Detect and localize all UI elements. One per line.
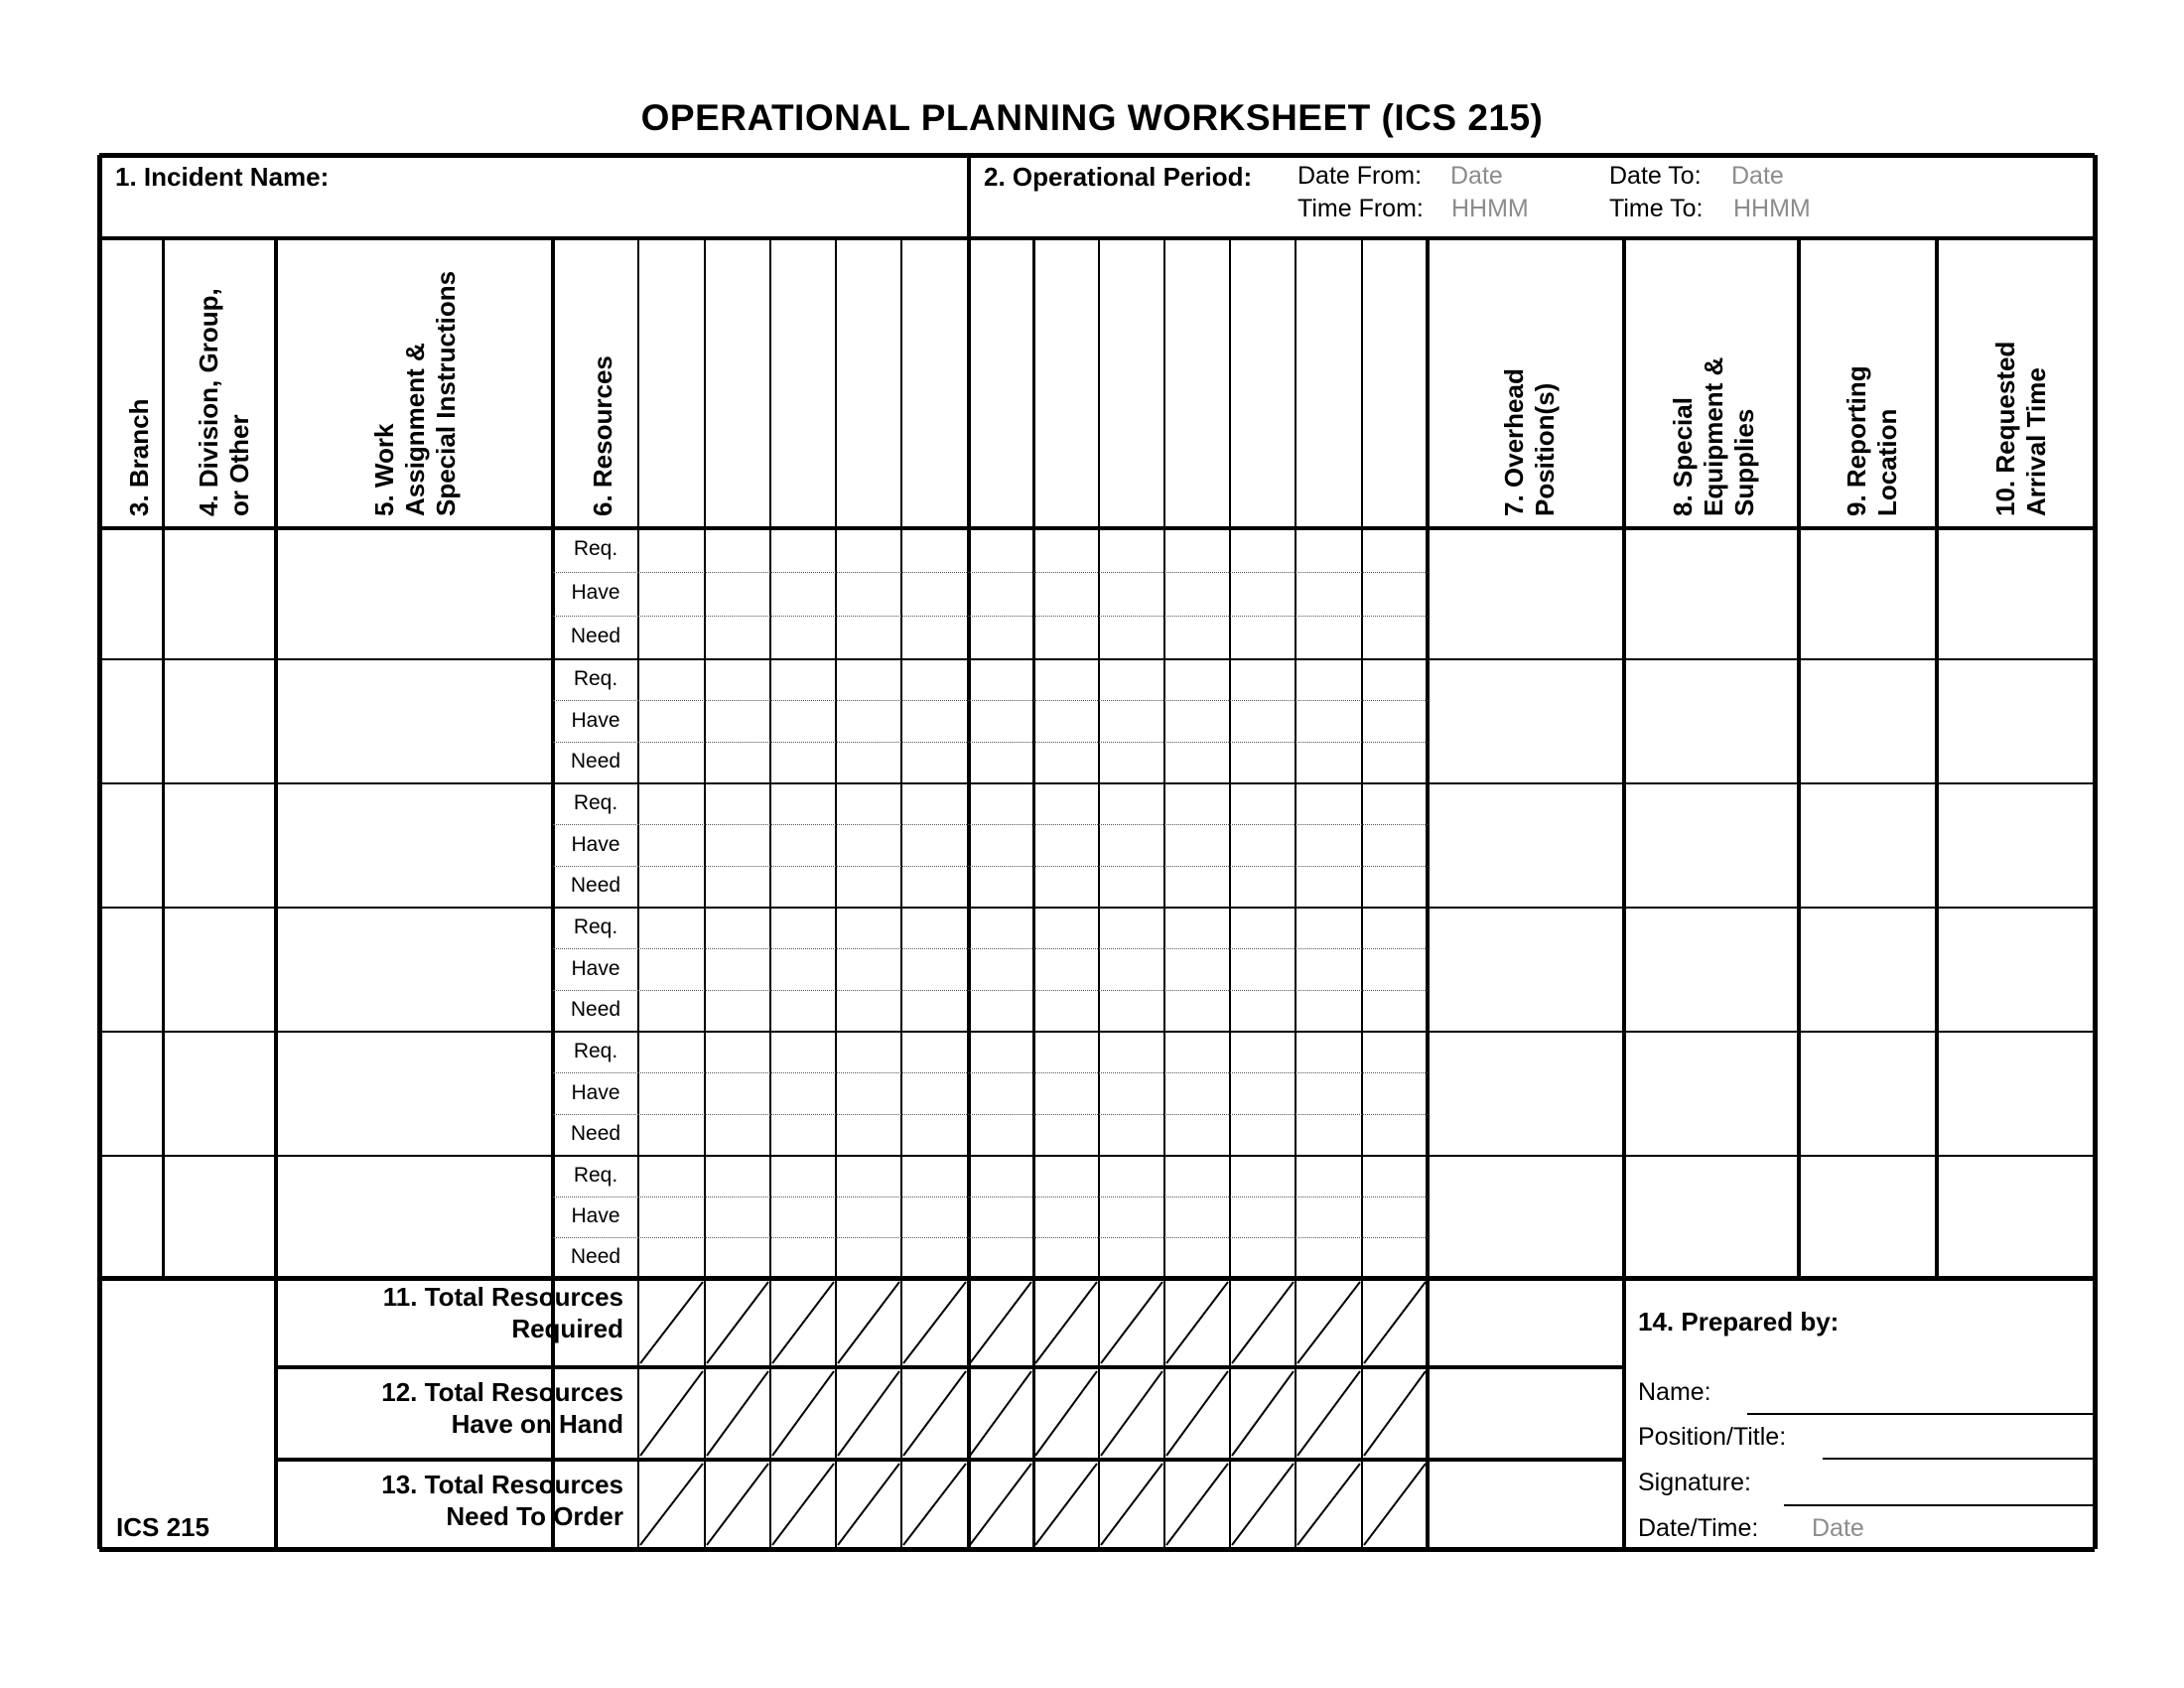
signature-field[interactable]: [1784, 1464, 2097, 1501]
resource-column-rule: [1163, 238, 1165, 1549]
page-title: OPERATIONAL PLANNING WORKSHEET (ICS 215): [640, 97, 1544, 138]
total-required-label: 11. Total Resources Required: [382, 1282, 623, 1343]
sub-row-rule: [553, 572, 638, 573]
resource-row-label: Need: [570, 998, 621, 1022]
total-cell-diagonal: [1232, 1464, 1294, 1545]
sub-row-rule: [553, 990, 638, 991]
resource-row-label: Have: [571, 1080, 620, 1104]
total-cell-diagonal: [903, 1282, 966, 1363]
total-cell-diagonal: [1297, 1371, 1360, 1456]
total-cell-diagonal: [640, 1371, 703, 1456]
column-rule: [1797, 238, 1801, 1278]
row-rule: [99, 658, 2095, 660]
total-cell-diagonal: [1364, 1371, 1426, 1456]
total-cell-diagonal: [1364, 1464, 1426, 1545]
form-id: ICS 215: [116, 1512, 209, 1542]
sub-row-rule: [638, 948, 1428, 949]
total-cell-diagonal: [1232, 1282, 1294, 1363]
total-cell-diagonal: [970, 1371, 1031, 1456]
resource-column-rule: [1098, 238, 1100, 1549]
resource-column-rule: [769, 238, 771, 1549]
incident-name-field[interactable]: [357, 157, 953, 232]
resource-row-label: Req.: [573, 790, 618, 814]
sub-row-rule: [638, 866, 1428, 867]
resource-row-label: Need: [570, 750, 621, 774]
total-cell-diagonal: [1035, 1282, 1097, 1363]
sub-row-rule: [553, 700, 638, 701]
sub-row-rule: [638, 990, 1428, 991]
total-cell-diagonal: [772, 1464, 834, 1545]
total-cell-diagonal: [970, 1464, 1031, 1545]
name-label: Name:: [1638, 1378, 1711, 1406]
column-rule: [162, 238, 165, 1278]
column-header-bottom-rule: [99, 526, 2095, 530]
total-cell-diagonal: [903, 1464, 966, 1545]
total-cell-diagonal: [838, 1371, 899, 1456]
sub-row-rule: [638, 1196, 1428, 1197]
column-header-arrival-time: 10. Requested Arrival Time: [1990, 341, 2051, 516]
resource-row-label: Req.: [573, 537, 618, 560]
header-divider: [967, 155, 971, 238]
column-header-resources: 6. Resources: [588, 355, 617, 516]
row-rule: [99, 1031, 2095, 1033]
total-cell-diagonal: [1166, 1371, 1228, 1456]
total-cell-diagonal: [1101, 1371, 1162, 1456]
total-cell-diagonal: [1166, 1464, 1228, 1545]
time-to-field[interactable]: HHMM: [1733, 195, 1811, 222]
name-underline: [1747, 1413, 2097, 1415]
sub-row-rule: [553, 1114, 638, 1115]
resource-row-label: Req.: [573, 666, 618, 690]
row-rule: [99, 907, 2095, 909]
total-cell-diagonal: [707, 1371, 768, 1456]
resource-row-label: Need: [570, 1244, 621, 1268]
total-cell-diagonal: [707, 1282, 768, 1363]
total-need-label: 13. Total Resources Need To Order: [381, 1470, 623, 1531]
total-cell-diagonal: [1035, 1371, 1097, 1456]
position-title-field[interactable]: [1823, 1418, 2097, 1456]
signature-underline: [1784, 1504, 2097, 1506]
total-cell-diagonal: [1101, 1282, 1162, 1363]
sub-row-rule: [638, 824, 1428, 825]
time-from-field[interactable]: HHMM: [1451, 195, 1529, 222]
resource-row-label: Req.: [573, 1163, 618, 1187]
sub-row-rule: [553, 1196, 638, 1197]
column-header-overhead: 7. Overhead Position(s): [1499, 368, 1560, 516]
row-rule: [99, 1276, 2095, 1281]
total-cell-diagonal: [772, 1371, 834, 1456]
resource-column-rule: [1295, 238, 1297, 1549]
resource-column-rule: [835, 238, 837, 1549]
total-cell-diagonal: [772, 1282, 834, 1363]
time-from-label: Time From:: [1297, 195, 1424, 222]
sub-row-rule: [553, 948, 638, 949]
resource-row-label: Have: [571, 1203, 620, 1227]
date-time-label: Date/Time:: [1638, 1514, 1759, 1542]
resource-row-label: Need: [570, 874, 621, 898]
sub-row-rule: [638, 1114, 1428, 1115]
column-header-division: 4. Division, Group, or Other: [194, 288, 254, 516]
total-cell-diagonal: [707, 1464, 768, 1545]
operational-period-label: 2. Operational Period:: [984, 162, 1253, 192]
total-cell-diagonal: [1297, 1282, 1360, 1363]
total-cell-diagonal: [1364, 1282, 1426, 1363]
totals-rule: [276, 1365, 1624, 1369]
resource-row-label: Req.: [573, 1039, 618, 1062]
row-rule: [99, 1155, 2095, 1157]
column-rule: [274, 238, 278, 1549]
incident-name-label: 1. Incident Name:: [115, 162, 330, 192]
sub-row-rule: [553, 616, 638, 617]
column-rule: [1622, 238, 1626, 1549]
total-cell-diagonal: [903, 1371, 966, 1456]
resource-row-label: Need: [570, 625, 621, 647]
resource-column-rule: [1032, 238, 1035, 1549]
resource-row-label: Have: [571, 581, 620, 604]
date-time-field[interactable]: Date: [1812, 1514, 1864, 1542]
sub-row-rule: [638, 742, 1428, 743]
row-rule: [99, 782, 2095, 784]
sub-row-rule: [553, 866, 638, 867]
resource-group-rule: [968, 238, 971, 1549]
resource-column-rule: [1361, 238, 1363, 1549]
position-underline: [1823, 1458, 2097, 1460]
form-border-top: [99, 153, 2095, 158]
sub-row-rule: [553, 1072, 638, 1073]
column-header-special-equipment: 8. Special Equipment & Supplies: [1668, 356, 1759, 516]
resource-row-label: Have: [571, 956, 620, 980]
name-field[interactable]: [1747, 1374, 2097, 1412]
form-border-bottom: [99, 1547, 2095, 1552]
time-to-label: Time To:: [1609, 195, 1704, 222]
date-from-field[interactable]: Date: [1450, 162, 1503, 190]
column-header-work-assignment: 5. Work Assignment & Special Instructions: [369, 270, 461, 516]
resource-column-rule: [900, 238, 902, 1549]
sub-row-rule: [638, 572, 1428, 573]
column-rule: [1935, 238, 1939, 1278]
form-border-left: [97, 155, 102, 1549]
total-cell-diagonal: [640, 1464, 703, 1545]
sub-row-rule: [638, 1072, 1428, 1073]
totals-rule: [276, 1458, 1624, 1462]
total-cell-diagonal: [1166, 1282, 1228, 1363]
total-cell-diagonal: [1297, 1464, 1360, 1545]
total-have-label: 12. Total Resources Have on Hand: [381, 1377, 623, 1439]
sub-row-rule: [638, 700, 1428, 701]
total-cell-diagonal: [1101, 1464, 1162, 1545]
sub-row-rule: [553, 1237, 638, 1238]
sub-row-rule: [638, 616, 1428, 617]
total-cell-diagonal: [838, 1282, 899, 1363]
position-title-label: Position/Title:: [1638, 1423, 1787, 1451]
sub-row-rule: [553, 824, 638, 825]
sub-row-rule: [638, 1237, 1428, 1238]
prepared-by-label: 14. Prepared by:: [1638, 1307, 1840, 1336]
total-cell-diagonal: [1035, 1464, 1097, 1545]
total-cell-diagonal: [1232, 1371, 1294, 1456]
resource-row-label: Need: [570, 1122, 621, 1146]
total-cell-diagonal: [970, 1282, 1031, 1363]
form-border-right: [2093, 155, 2098, 1549]
column-header-branch: 3. Branch: [124, 398, 154, 516]
date-from-label: Date From:: [1297, 162, 1423, 190]
resource-row-label: Req.: [573, 914, 618, 938]
total-cell-diagonal: [640, 1282, 703, 1363]
resource-column-rule: [1229, 238, 1231, 1549]
header-bottom-rule: [99, 236, 2095, 240]
column-header-reporting-location: 9. Reporting Location: [1842, 365, 1902, 516]
resource-row-label: Have: [571, 708, 620, 732]
column-rule: [1426, 238, 1430, 1549]
date-to-field[interactable]: Date: [1731, 162, 1784, 190]
resource-column-rule: [704, 238, 706, 1549]
signature-label: Signature:: [1638, 1469, 1751, 1496]
sub-row-rule: [553, 742, 638, 743]
total-cell-diagonal: [838, 1464, 899, 1545]
date-to-label: Date To:: [1609, 162, 1702, 190]
resource-row-label: Have: [571, 832, 620, 856]
